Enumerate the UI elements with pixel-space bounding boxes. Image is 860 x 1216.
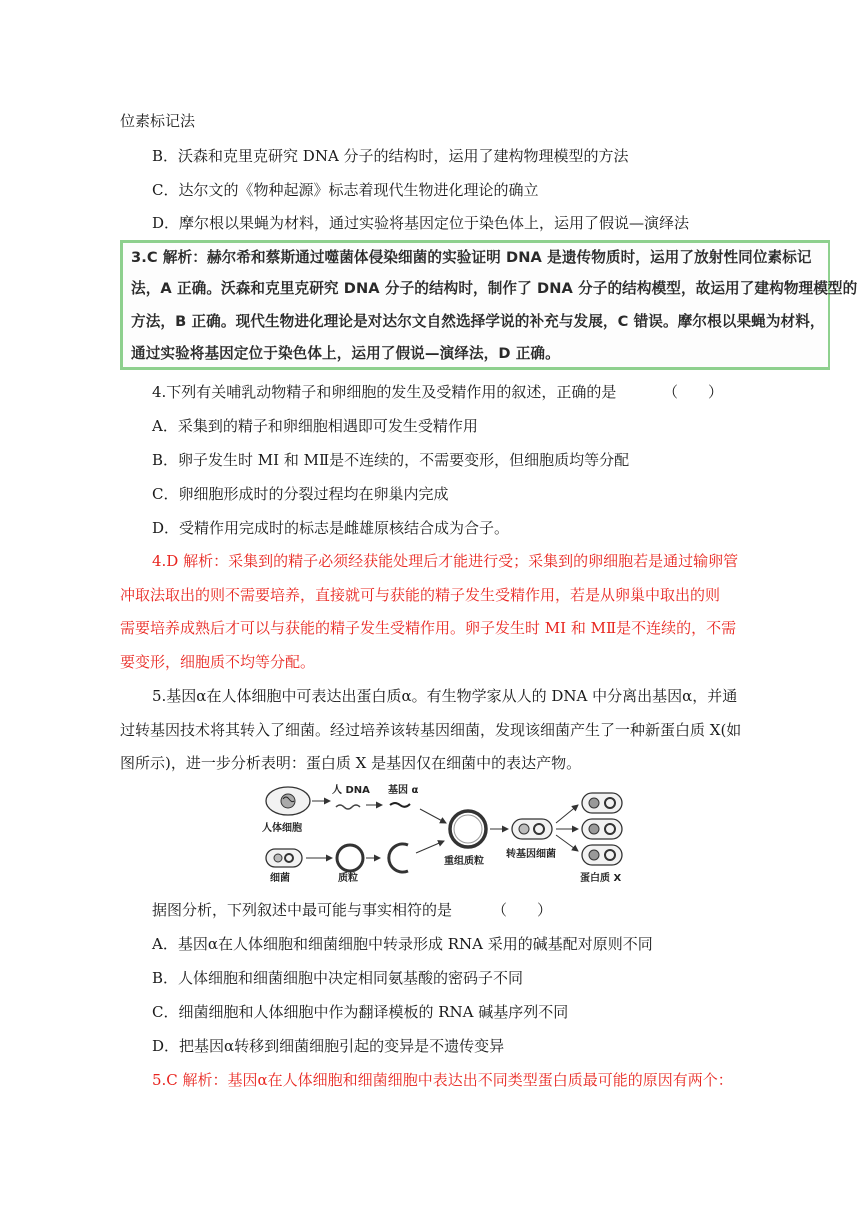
q3-option-d: D．摩尔根以果蝇为材料，通过实验将基因定位于染色体上，运用了假说—演绎法 (152, 214, 690, 232)
q4-analysis-line: 需要培养成熟后才可以与获能的精子发生受精作用。卵子发生时 MI 和 MⅡ是不连续的，不需 (120, 619, 737, 637)
q5-option-d: D．把基因α转移到细菌细胞引起的变异是不遗传变异 (152, 1037, 505, 1055)
q5-stem-line: 5.基因α在人体细胞中可表达出蛋白质α。有生物学家从人的 DNA 中分离出基因α，并通 (152, 687, 738, 705)
q5-stem-line: 图所示)，进一步分析表明：蛋白质 X 是基因仅在细菌中的表达产物。 (120, 754, 582, 772)
protein-x-bacterium-icon (582, 793, 622, 813)
q4-analysis-line: 冲取法取出的则不需要培养，直接就可与获能的精子发生受精作用，若是从卵巢中取出的则 (120, 586, 721, 604)
q4-option-d: D．受精作用完成时的标志是雌雄原核结合成为合子。 (152, 519, 510, 537)
protein-x-bacterium-icon (582, 845, 622, 865)
gene-alpha-label: 基因 α (388, 785, 419, 796)
gene-transfer-diagram (258, 783, 638, 883)
transgenic-bacteria-label: 转基因细菌 (506, 849, 556, 860)
q5-analysis: 5.C 解析：基因α在人体细胞和细菌细胞中表达出不同类型蛋白质最可能的原因有两个： (152, 1071, 733, 1089)
cut-plasmid-icon (389, 844, 408, 872)
q4-analysis-line: 4.D 解析：采集到的精子必须经获能处理后才能进行受；采集到的卵细胞若是通过输卵管 (152, 552, 739, 570)
q3-option-a-continuation: 位素标记法 (120, 112, 196, 130)
q3-analysis-line: 3.C 解析：赫尔希和蔡斯通过噬菌体侵染细菌的实验证明 DNA 是遗传物质时，运用了放射性同位素标记 (131, 249, 812, 266)
q4-option-b: B．卵子发生时 MI 和 MⅡ是不连续的，不需要变形，但细胞质均等分配 (152, 451, 630, 469)
q4-option-a: A．采集到的精子和卵细胞相遇即可发生受精作用 (152, 417, 478, 435)
plasmid-icon (337, 845, 363, 871)
q3-analysis-line: 法，A 正确。沃森和克里克研究 DNA 分子的结构时，制作了 DNA 分子的结构模型，故运用了建构物理模型的 (131, 280, 858, 297)
plasmid-label: 质粒 (338, 873, 358, 883)
gene-fragment-icon (390, 803, 410, 807)
dna-strand-icon (336, 805, 360, 809)
protein-x-bacterium-icon (582, 819, 622, 839)
protein-x-label: 蛋白质 X (580, 873, 622, 883)
q5-option-c: C．细菌细胞和人体细胞中作为翻译模板的 RNA 碱基序列不同 (152, 1003, 569, 1021)
q3-option-b: B．沃森和克里克研究 DNA 分子的结构时，运用了建构物理模型的方法 (152, 147, 629, 165)
bacteria-label: 细菌 (270, 873, 290, 883)
human-dna-label: 人 DNA (332, 785, 370, 796)
bacterium-icon (266, 849, 302, 867)
q5-stem-line: 过转基因技术将其转入了细菌。经过培养该转基因细菌，发现该细菌产生了一种新蛋白质 X(如 (120, 721, 742, 739)
q4-analysis-line: 要变形，细胞质不均等分配。 (120, 653, 316, 671)
human-cell-icon (266, 787, 310, 815)
q3-option-c: C．达尔文的《物种起源》标志着现代生物进化理论的确立 (152, 181, 539, 199)
q3-analysis-line: 通过实验将基因定位于染色体上，运用了假说—演绎法，D 正确。 (131, 345, 560, 362)
q5-answer-bracket: （ ） (492, 901, 553, 919)
human-cell-label: 人体细胞 (262, 823, 302, 834)
q3-analysis-box (120, 240, 858, 370)
q3-analysis-line: 方法，B 正确。现代生物进化理论是对达尔文自然选择学说的补充与发展，C 错误。摩尔根以果蝇为材料， (131, 313, 825, 330)
q4-stem: 4.下列有关哺乳动物精子和卵细胞的发生及受精作用的叙述，正确的是 (152, 383, 617, 401)
recombinant-plasmid-label: 重组质粒 (444, 856, 484, 867)
q5-option-b: B．人体细胞和细菌细胞中决定相同氨基酸的密码子不同 (152, 969, 524, 987)
transgenic-bacterium-icon (512, 819, 552, 839)
q4-answer-bracket: （ ） (663, 383, 724, 401)
q5-option-a: A．基因α在人体细胞和细菌细胞中转录形成 RNA 采用的碱基配对原则不同 (152, 935, 653, 953)
q5-question: 据图分析，下列叙述中最可能与事实相符的是 (152, 901, 453, 919)
q4-option-c: C．卵细胞形成时的分裂过程均在卵巢内完成 (152, 485, 449, 503)
recombinant-plasmid-icon (450, 811, 486, 847)
